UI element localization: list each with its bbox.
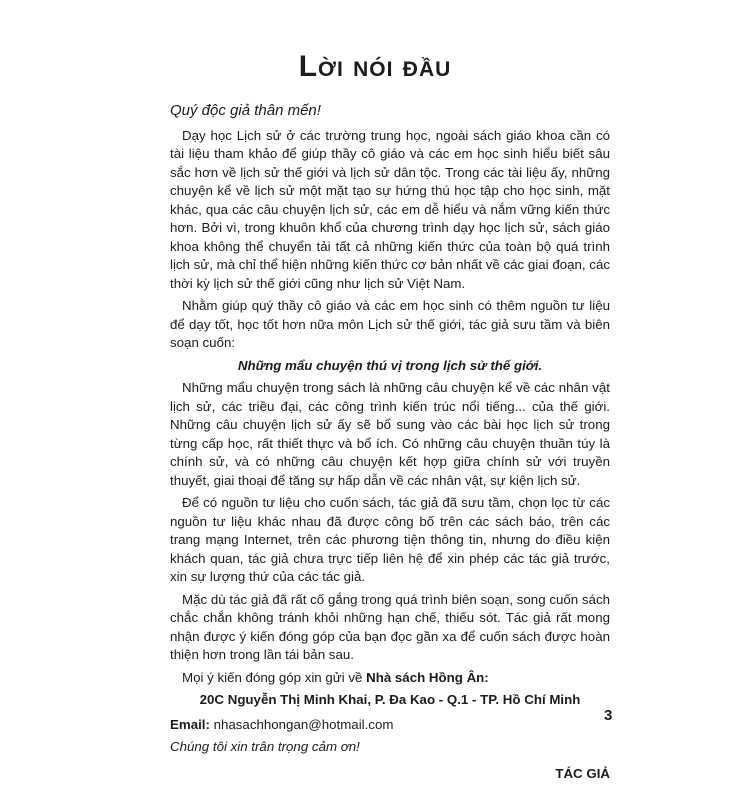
paragraph-5: Mặc dù tác giả đã rất cố gắng trong quá trình biên soạn, song cuốn sách chắc chắn không tránh khỏi những hạn chế, thiếu sót. Tác giả rất mong nhận được ý kiến đóng góp của bạn đọc gần xa để cuốn sách được hoàn thiện hơn trong lần tái bản sau. (170, 591, 610, 662)
publisher-name: Nhà sách Hồng Ân: (366, 669, 489, 685)
paragraph-3: Những mẩu chuyện trong sách là những câu chuyện kể về các nhân vật lịch sử, các triều đại, các công trình kiến trúc nổi tiếng... của thế giới. Những câu chuyện lịch sử ấy sẽ bổ sung vào các bài học lịch sử trong từng cấp học, rất thiết thực và bổ ích. Có những câu chuyện thuần túy là chính sử, và có những câu chuyện kết hợp giữa chính sử với truyền thuyết, giai thoại để tăng sự hấp dẫn về các nhân vật, sự kiện lịch sử. (170, 380, 610, 488)
thanks-line: Chúng tôi xin trân trọng cảm ơn! (170, 739, 360, 754)
page-title: Lời nói đầu (298, 50, 452, 83)
publisher-address: 20C Nguyễn Thị Minh Khai, P. Đa Kao - Q.1 - TP. Hồ Chí Minh (199, 692, 581, 707)
page-number: 3 (604, 707, 613, 724)
paragraph-2: Nhằm giúp quý thầy cô giáo và các em học sinh có thêm nguồn tư liệu để dạy tốt, học tốt hơn nữa môn Lịch sử thế giới, tác giả sưu tầm và biên soạn cuốn: (170, 298, 610, 350)
book-title: Những mẩu chuyện thú vị trong lịch sử thế giới. (237, 357, 543, 373)
paragraph-1: Dạy học Lịch sử ở các trường trung học, ngoài sách giáo khoa cần có tài liệu tham khảo để giúp thầy cô giáo và các em học sinh hiểu biết sâu sắc hơn về lịch sử thế giới và lịch sử dân tộc. Trong các tài liệu ấy, những chuyện kể về lịch sử một mặt tạo sự hứng thú học tập cho học sinh, mặt khác, qua các câu chuyện lịch sử, các em dễ hiểu và nắm vững kiến thức hơn. Bởi vì, trong khuôn khổ của chương trình dạy học lịch sử, sách giáo khoa không thể chuyển tải tất cả những kiến thức của toàn bộ quá trình lịch sử, mà chỉ thể hiện những kiến thức cơ bản nhất về các giai đoạn, các thời kỳ lịch sử thế giới cũng như lịch sử Việt Nam. (170, 127, 610, 291)
email-line (170, 716, 610, 735)
preface-body (170, 102, 613, 787)
paragraph-4: Để có nguồn tư liệu cho cuốn sách, tác giả đã sưu tầm, chọn lọc từ các nguồn tư liệu khác nhau đã được công bố trên các sách báo, trên các trang mạng Internet, trên các phương tiện thông tin, nhưng do điều kiện khách quan, tác giả chưa trực tiếp liên hệ để xin phép các tác giả trước, xin sự lượng thứ của các tác giả. (170, 495, 610, 584)
email-label: Email: (170, 716, 210, 732)
email-address: nhasachhongan@hotmail.com (209, 716, 394, 732)
contact-line (170, 669, 610, 688)
greeting: Quý độc giả thân mến! (170, 102, 321, 119)
contact-intro: Mọi ý kiến đóng góp xin gửi về (182, 669, 367, 685)
author-signature: TÁC GIẢ (555, 765, 610, 781)
